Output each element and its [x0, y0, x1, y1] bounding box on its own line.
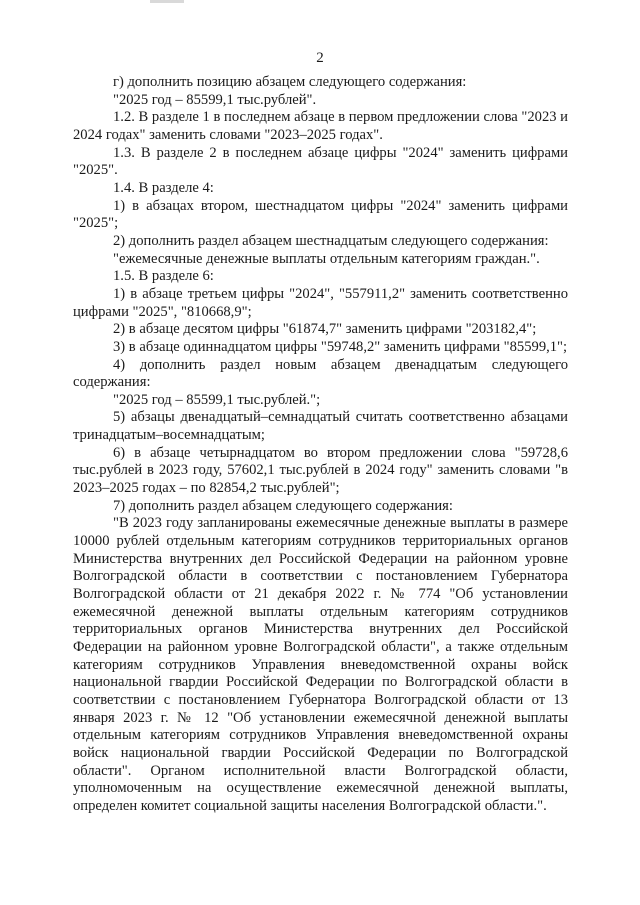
- document-body: [73, 74, 568, 816]
- paragraph: г) дополнить позицию абзацем следующего содержания:: [113, 74, 467, 90]
- paragraph: "2025 год – 85599,1 тыс.рублей.";: [113, 391, 321, 408]
- paragraph: "2025 год – 85599,1 тыс.рублей".: [113, 91, 317, 108]
- paragraph: 1.5. В разделе 6:: [113, 268, 214, 285]
- paragraph: 2) в абзаце десятом цифры "61874,7" заменить цифрами "203182,4";: [113, 321, 537, 338]
- paragraph: "В 2023 году запланированы ежемесячные денежные выплаты в размере 10000 рублей отдельным категориям сотрудников территориальных органов Министерства внутренних дел Российской Федерации на районном уровне Волгоградской области в соответствии с постановлением Губернатора Волгоградской области от 21 декабря 2022 г. № 774 "Об установлении ежемесячной денежной выплаты отдельным категориям сотрудников территориальных органов Министерства внутренних дел Российской Федерации на районном уровне Волгоградской области", а также отдельным категориям сотрудников Управления вневедомственной охраны войск национальной гвардии Российской Федерации по Волгоградской области в соответствии с постановлением Губернатора Волгоградской области от 13 января 2023 г. № 12 "Об установлении ежемесячной денежной выплаты отдельным категориям сотрудников Управления вневедомственной охраны войск национальной гвардии Российской Федерации по Волгоградской области". Органом исполнительной власти Волгоградской области, уполномоченным на осуществление ежемесячной денежной выплаты, определен комитет социальной защиты населения Волгоградской области.".: [73, 515, 568, 814]
- paragraph: 1.3. В разделе 2 в последнем абзаце цифры "2024" заменить цифрами "2025".: [73, 144, 568, 179]
- paragraph: 1) в абзаце третьем цифры "2024", "557911,2" заменить соответственно цифрами "2025", "810668,9";: [73, 285, 568, 320]
- page-number: 2: [316, 50, 324, 66]
- paragraph: "ежемесячные денежные выплаты отдельным категориям граждан.".: [113, 250, 540, 267]
- paragraph: 6) в абзаце четырнадцатом во втором предложении слова "59728,6 тыс.рублей в 2023 году, 57602,1 тыс.рублей в 2024 году" заменить словами "в 2023–2025 годах – по 82854,2 тыс.рублей";: [73, 444, 568, 497]
- paragraph: 1) в абзацах втором, шестнадцатом цифры "2024" заменить цифрами "2025";: [73, 197, 568, 232]
- paragraph: 4) дополнить раздел новым абзацем двенадцатым следующего содержания:: [73, 356, 568, 391]
- paragraph: 2) дополнить раздел абзацем шестнадцатым следующего содержания:: [113, 232, 549, 249]
- paragraph: 1.2. В разделе 1 в последнем абзаце в первом предложении слова "2023 и 2024 годах" заменить словами "2023–2025 годах".: [73, 109, 568, 143]
- paragraph: 3) в абзаце одиннадцатом цифры "59748,2" заменить цифрами "85599,1";: [113, 338, 568, 355]
- paragraph: 5) абзацы двенадцатый–семнадцатый считать соответственно абзацами тринадцатым–восемнадцатым;: [73, 409, 568, 444]
- scan-artifact: [150, 0, 184, 3]
- paragraph: 1.4. В разделе 4:: [113, 179, 214, 196]
- paragraph: 7) дополнить раздел абзацем следующего содержания:: [113, 497, 453, 514]
